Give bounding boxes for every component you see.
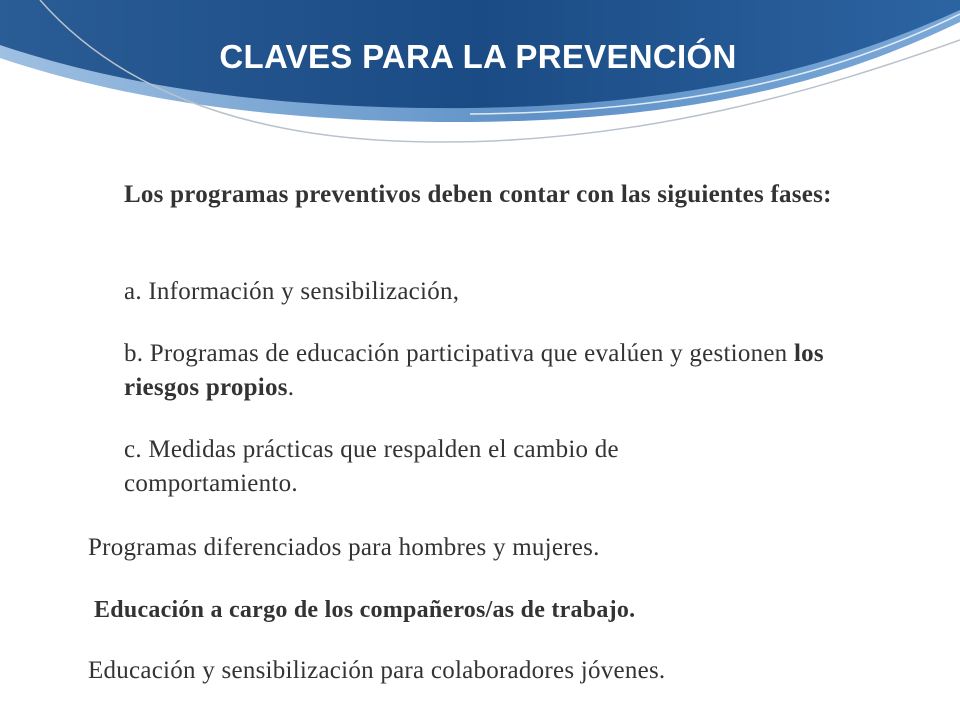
point-3-text: Educación y sensibilización para colaboradores jóvenes. bbox=[88, 657, 666, 684]
header-banner bbox=[0, 0, 960, 160]
phase-c-text: c. Medidas prácticas que respalden el cambio de comportamiento. bbox=[124, 436, 619, 497]
intro-text: Los programas preventivos deben contar con las siguientes fases: bbox=[124, 181, 832, 208]
phase-a-text: a. Información y sensibilización, bbox=[124, 278, 460, 305]
point-1-text: Programas diferenciados para hombres y mujeres. bbox=[88, 534, 600, 561]
slide-title: CLAVES PARA LA PREVENCIÓN bbox=[219, 38, 737, 75]
phase-b-text: b. Programas de educación participativa que evalúen y gestionen los riesgos propios. bbox=[124, 340, 824, 401]
point-2-text: Educación a cargo de los compañeros/as de trabajo. bbox=[94, 597, 636, 623]
phase-b-bold-text: los riesgos propios bbox=[124, 340, 824, 401]
